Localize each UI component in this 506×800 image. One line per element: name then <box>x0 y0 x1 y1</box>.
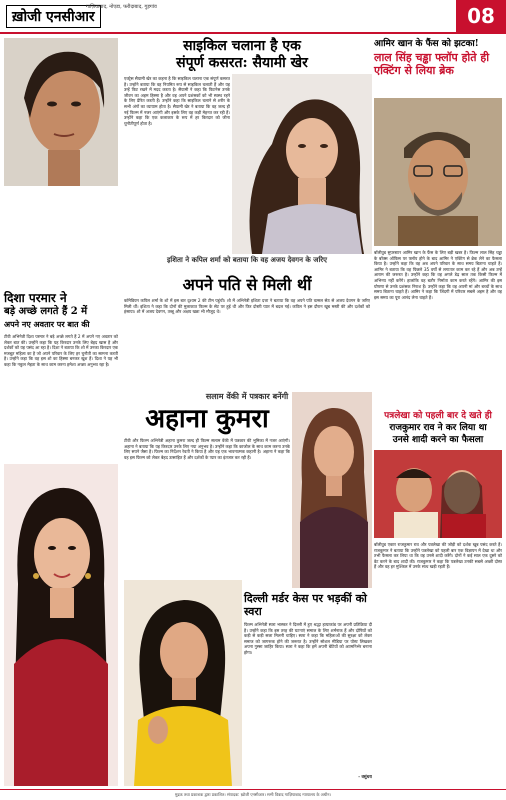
saiyami-kher-photo <box>4 38 118 186</box>
story5-kicker: सलाम वेंकी में पत्रकार बनेंगी <box>205 392 289 401</box>
story4-headline-line3: अपने नए अवतार पर बात की <box>4 319 90 329</box>
story3-body: कॉमेडियन कपिल शर्मा के शो में इस बार दृश्यम 2 की टीम पहुंची। शो में अभिनेत्री इशिता दत्ता ने बताया कि वह अपने पति वत्सल सेठ से अजय देवगन के जरिए मिली थीं। इशिता ने कहा कि दोनों की मुलाकात फिल्म के सेट पर हुई थी और फिर दोस्ती प्यार में बदल गई। कपिल ने इस दौरान खूब मस्ती की और दर्शकों को हंसाया। शो में अजय देवगन, तब्बू और अक्षय खन्ना भी मौजूद थे। <box>124 298 370 315</box>
story1-headline-line2: संपूर्ण कसरत: सैयामी खेर <box>176 55 308 71</box>
story2-headline <box>374 38 502 77</box>
story4-headline-line2: बड़े अच्छे लगते हैं 2 में <box>4 306 88 317</box>
story7-byline: - वसुंधरा <box>358 774 372 779</box>
footer-imprint: मुद्रक तथा प्रकाशक द्वारा प्रकाशित। संपादक: ख़ोजी एनसीआर। सभी विवाद गाज़ियाबाद न्यायालय के अधीन। <box>0 789 506 800</box>
story2-headline-line2: लाल सिंह चड्ढा फ्लॉप होते ही <box>374 51 490 64</box>
story5-body: टीवी और फिल्म अभिनेत्री अहाना कुमरा जल्द ही फिल्म सलाम वेंकी में पत्रकार की भूमिका में नजर आएंगी। अहाना ने बताया कि यह किरदार उनके लिए नया अनुभव है। उन्होंने कहा कि काजोल के साथ काम करना उनके लिए सपने जैसा है। फिल्म का निर्देशन रेवती ने किया है और यह एक भावनात्मक कहानी है। अहाना ने कहा कि वह इस फिल्म को लेकर बेहद उत्साहित हैं और दर्शकों के प्यार का इंतजार कर रही हैं। <box>124 438 290 460</box>
story7-headline: दिल्ली मर्डर केस पर भड़कीं को स्वरा <box>244 592 367 618</box>
dateline: गाज़ियाबाद, नोएडा, फरीदाबाद, गुड़गांव <box>86 4 157 10</box>
story6-headline-line3: उनसे शादी करने का फैसला <box>392 435 484 445</box>
actress-photo-center <box>232 74 372 254</box>
masthead-rule <box>0 32 506 34</box>
rajkummar-patralekha-photo <box>374 450 502 538</box>
story6-body: बॉलीवुड एक्टर राजकुमार राव और पत्रलेखा की जोड़ी को दर्शक खूब पसंद करते हैं। राजकुमार ने बताया कि उन्होंने पत्रलेखा को पहली बार एक विज्ञापन में देखा था और तभी फैसला कर लिया था कि वह उनसे शादी करेंगे। दोनों ने कई साल एक दूसरे को डेट करने के बाद शादी की। राजकुमार ने कहा कि पत्रलेखा उनकी सबसे अच्छी दोस्त हैं और वह हर मुश्किल में उनके साथ खड़ी रहती हैं। <box>374 542 502 570</box>
ahana-kumra-photo <box>292 392 372 588</box>
disha-parmar-photo <box>4 464 118 786</box>
story4-body: टीवी अभिनेत्री दिशा परमार ने बड़े अच्छे लगते हैं 2 में अपने नए अवतार को लेकर बात की। उन्होंने कहा कि यह किरदार उनके लिए बेहद खास है और दर्शकों को यह पसंद आ रहा है। दिशा ने बताया कि शो में उनका किरदार एक मजबूत महिला का है जो अपने परिवार के लिए हर चुनौती का सामना करती है। उन्होंने कहा कि वह इस शो का हिस्सा बनकर खुश हैं। दिशा ने यह भी कहा कि नकुल मेहता के साथ काम करना हमेशा अच्छा अनुभव रहा है। <box>4 334 118 367</box>
story3-headline: अपने पति से मिली थीं <box>182 275 312 294</box>
story5-headline: अहाना कुमरा <box>145 404 269 434</box>
aamir-khan-photo <box>374 98 502 246</box>
story7-body: फिल्म अभिनेत्री स्वरा भास्कर ने दिल्ली में हुए श्रद्धा हत्याकांड पर अपनी प्रतिक्रिया दी है। उन्होंने कहा कि इस तरह की घटनाएं समाज के लिए शर्मनाक हैं और दोषियों को कड़ी से कड़ी सजा मिलनी चाहिए। स्वरा ने कहा कि महिलाओं की सुरक्षा को लेकर समाज को जागरूक होने की जरूरत है। उन्होंने सोशल मीडिया पर पोस्ट लिखकर अपना गुस्सा जाहिर किया। स्वरा ने कहा कि हमें अपनी बेटियों को आत्मनिर्भर बनाना होगा। <box>244 622 372 655</box>
story6-headline-line1: पत्रलेखा को पहली बार दे खते ही <box>384 411 492 421</box>
story6-headline <box>374 410 502 446</box>
story3-kicker: इशिता ने कपिल शर्मा को बताया कि वह अजय देवगन के जरिए <box>167 256 327 264</box>
story2-headline-line3: एक्टिंग से लिया ब्रेक <box>374 64 454 77</box>
story2-headline-line1: आमिर खान के फैंस को झटका! <box>374 39 479 49</box>
story4-headline <box>4 292 118 331</box>
page-number: 08 <box>456 0 506 32</box>
swara-bhasker-photo <box>124 580 242 786</box>
story4-headline-line1: दिशा परमार ने <box>4 291 67 305</box>
story6-headline-line2: राजकुमार राव ने कर लिया था <box>389 423 487 433</box>
story1-body: एक्ट्रेस सैयामी खेर का कहना है कि साइकिल चलाना एक संपूर्ण कसरत है। उन्होंने बताया कि वह नियमित रूप से साइकिल चलाती हैं और यह उन्हें फिट रखने में मदद करता है। सैयामी ने कहा कि फिटनेस उनके जीवन का अहम हिस्सा है और वह अपने प्रशंसकों को भी स्वस्थ रहने के लिए प्रेरित करती हैं। उन्होंने कहा कि साइकिल चलाने से शरीर के सभी अंगों का व्यायाम होता है। सैयामी खेर ने बताया कि वह जल्द ही नई फिल्म में नजर आएंगी और इसके लिए वह कड़ी मेहनत कर रही हैं। उन्होंने कहा कि एक कलाकार के रूप में हर किरदार को जीना चुनौतीपूर्ण होता है। <box>124 76 230 126</box>
publication-title: ख़ोजी एनसीआर <box>6 5 101 28</box>
story1-body-cont <box>124 226 230 256</box>
story1-headline-line1: साइकिल चलाना है एक <box>183 38 301 54</box>
story2-body: बॉलीवुड सुपरस्टार आमिर खान के फैंस के लिए बड़ी खबर है। फिल्म लाल सिंह चड्ढा के बॉक्स ऑफिस पर फ्लॉप होने के बाद आमिर ने एक्टिंग से ब्रेक लेने का फैसला किया है। उन्होंने कहा कि वह अब अपने परिवार के साथ समय बिताना चाहते हैं। आमिर ने बताया कि वह पिछले 35 वर्षों से लगातार काम कर रहे हैं और अब उन्हें आराम की जरूरत है। उन्होंने कहा कि वह अगले डेढ़ साल तक किसी फिल्म में अभिनय नहीं करेंगे। हालांकि वह बतौर निर्माता काम करते रहेंगे। आमिर की इस घोषणा से उनके प्रशंसक निराश हैं। उन्होंने कहा कि वह अपनी मां और बच्चों के साथ समय बिताना चाहते हैं। आमिर ने कहा कि जिंदगी में परिवार सबसे अहम है और वह इस समय का पूरा आनंद लेना चाहते हैं। <box>374 250 502 300</box>
masthead <box>0 0 506 32</box>
story1-headline <box>124 38 360 72</box>
